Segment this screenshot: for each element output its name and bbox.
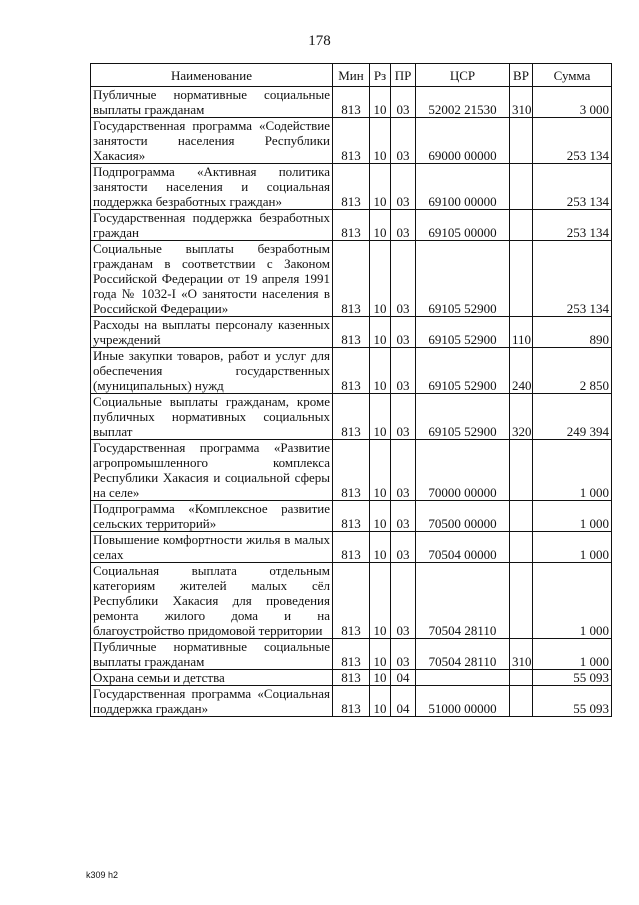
cell-min: 813 [333,670,370,686]
cell-vr [510,532,533,563]
cell-name: Социальные выплаты безработным гражданам в соответствии с Законом Российской Федерации от 19 апреля 1991 года № 1032-I «О занятости населения в Российской Федерации» [91,241,333,317]
cell-rz: 10 [370,348,391,394]
cell-csr: 69105 52900 [416,348,510,394]
cell-name: Государственная программа «Содействие занятости населения Республики Хакасия» [91,118,333,164]
cell-min: 813 [333,348,370,394]
cell-sum: 253 134 [533,164,612,210]
cell-csr: 69105 52900 [416,241,510,317]
cell-name: Расходы на выплаты персоналу казенных учреждений [91,317,333,348]
col-header-sum: Сумма [533,64,612,87]
cell-rz: 10 [370,394,391,440]
cell-vr [510,563,533,639]
cell-sum: 3 000 [533,87,612,118]
cell-pr: 03 [391,394,416,440]
cell-pr: 04 [391,686,416,717]
cell-min: 813 [333,118,370,164]
cell-rz: 10 [370,440,391,501]
cell-pr: 03 [391,501,416,532]
col-header-rz: Рз [370,64,391,87]
cell-rz: 10 [370,639,391,670]
cell-vr [510,210,533,241]
budget-table [90,63,612,717]
cell-name: Иные закупки товаров, работ и услуг для обеспечения государственных (муниципальных) нужд [91,348,333,394]
cell-min: 813 [333,210,370,241]
cell-pr: 03 [391,210,416,241]
cell-rz: 10 [370,241,391,317]
cell-csr: 70504 28110 [416,563,510,639]
table-row [91,670,612,686]
header-row [91,64,612,87]
cell-sum: 1 000 [533,501,612,532]
cell-pr: 03 [391,440,416,501]
cell-rz: 10 [370,317,391,348]
cell-name: Подпрограмма «Активная политика занятости населения и социальная поддержка безработных граждан» [91,164,333,210]
cell-vr [510,686,533,717]
table-row [91,639,612,670]
table-row [91,210,612,241]
cell-csr: 51000 00000 [416,686,510,717]
cell-name: Публичные нормативные социальные выплаты гражданам [91,87,333,118]
cell-min: 813 [333,686,370,717]
cell-min: 813 [333,501,370,532]
cell-min: 813 [333,87,370,118]
cell-pr: 04 [391,670,416,686]
cell-sum: 890 [533,317,612,348]
cell-name: Публичные нормативные социальные выплаты гражданам [91,639,333,670]
col-header-pr: ПР [391,64,416,87]
cell-min: 813 [333,394,370,440]
cell-sum: 55 093 [533,686,612,717]
cell-vr [510,501,533,532]
cell-rz: 10 [370,501,391,532]
cell-csr: 70500 00000 [416,501,510,532]
cell-sum: 1 000 [533,440,612,501]
cell-name: Повышение комфортности жилья в малых селах [91,532,333,563]
cell-min: 813 [333,563,370,639]
cell-rz: 10 [370,670,391,686]
cell-csr: 52002 21530 [416,87,510,118]
cell-sum: 253 134 [533,210,612,241]
cell-name: Социальная выплата отдельным категориям жителей малых сёл Республики Хакасия для проведения ремонта жилого дома и на благоустройство придомовой территории [91,563,333,639]
table-row [91,87,612,118]
cell-pr: 03 [391,563,416,639]
cell-pr: 03 [391,241,416,317]
cell-csr: 70504 00000 [416,532,510,563]
col-header-vr: ВР [510,64,533,87]
col-header-name: Наименование [91,64,333,87]
cell-pr: 03 [391,348,416,394]
cell-rz: 10 [370,686,391,717]
cell-pr: 03 [391,639,416,670]
cell-vr [510,118,533,164]
cell-min: 813 [333,241,370,317]
cell-sum: 1 000 [533,563,612,639]
cell-rz: 10 [370,210,391,241]
cell-min: 813 [333,639,370,670]
cell-csr: 69100 00000 [416,164,510,210]
cell-sum: 1 000 [533,639,612,670]
cell-rz: 10 [370,532,391,563]
cell-vr: 240 [510,348,533,394]
footer-code: k309 h2 [86,870,119,880]
cell-csr: 69105 52900 [416,394,510,440]
cell-vr: 320 [510,394,533,440]
table-row [91,317,612,348]
cell-name: Подпрограмма «Комплексное развитие сельских территорий» [91,501,333,532]
cell-vr: 310 [510,639,533,670]
cell-vr [510,670,533,686]
cell-vr [510,164,533,210]
table-row [91,118,612,164]
cell-sum: 253 134 [533,241,612,317]
cell-sum: 249 394 [533,394,612,440]
cell-rz: 10 [370,164,391,210]
cell-rz: 10 [370,118,391,164]
cell-csr [416,670,510,686]
table-row [91,394,612,440]
cell-vr [510,241,533,317]
cell-pr: 03 [391,118,416,164]
col-header-csr: ЦСР [416,64,510,87]
table-row [91,348,612,394]
table-row [91,686,612,717]
cell-csr: 69000 00000 [416,118,510,164]
table-row [91,164,612,210]
table-body [91,87,612,717]
cell-pr: 03 [391,87,416,118]
page-number: 178 [308,33,331,49]
table-row [91,563,612,639]
cell-sum: 2 850 [533,348,612,394]
cell-min: 813 [333,317,370,348]
cell-pr: 03 [391,317,416,348]
cell-rz: 10 [370,87,391,118]
cell-pr: 03 [391,164,416,210]
cell-name: Государственная программа «Социальная поддержка граждан» [91,686,333,717]
cell-csr: 69105 00000 [416,210,510,241]
col-header-min: Мин [333,64,370,87]
cell-vr: 310 [510,87,533,118]
table-row [91,501,612,532]
cell-min: 813 [333,440,370,501]
cell-csr: 70000 00000 [416,440,510,501]
cell-pr: 03 [391,532,416,563]
cell-sum: 55 093 [533,670,612,686]
cell-vr: 110 [510,317,533,348]
cell-csr: 70504 28110 [416,639,510,670]
cell-vr [510,440,533,501]
cell-sum: 1 000 [533,532,612,563]
cell-min: 813 [333,164,370,210]
cell-name: Охрана семьи и детства [91,670,333,686]
cell-min: 813 [333,532,370,563]
cell-rz: 10 [370,563,391,639]
table-row [91,532,612,563]
cell-name: Социальные выплаты гражданам, кроме публичных нормативных социальных выплат [91,394,333,440]
cell-csr: 69105 52900 [416,317,510,348]
cell-name: Государственная программа «Развитие агропромышленного комплекса Республики Хакасия и социальной сферы на селе» [91,440,333,501]
cell-sum: 253 134 [533,118,612,164]
cell-name: Государственная поддержка безработных граждан [91,210,333,241]
table-row [91,241,612,317]
table-row [91,440,612,501]
